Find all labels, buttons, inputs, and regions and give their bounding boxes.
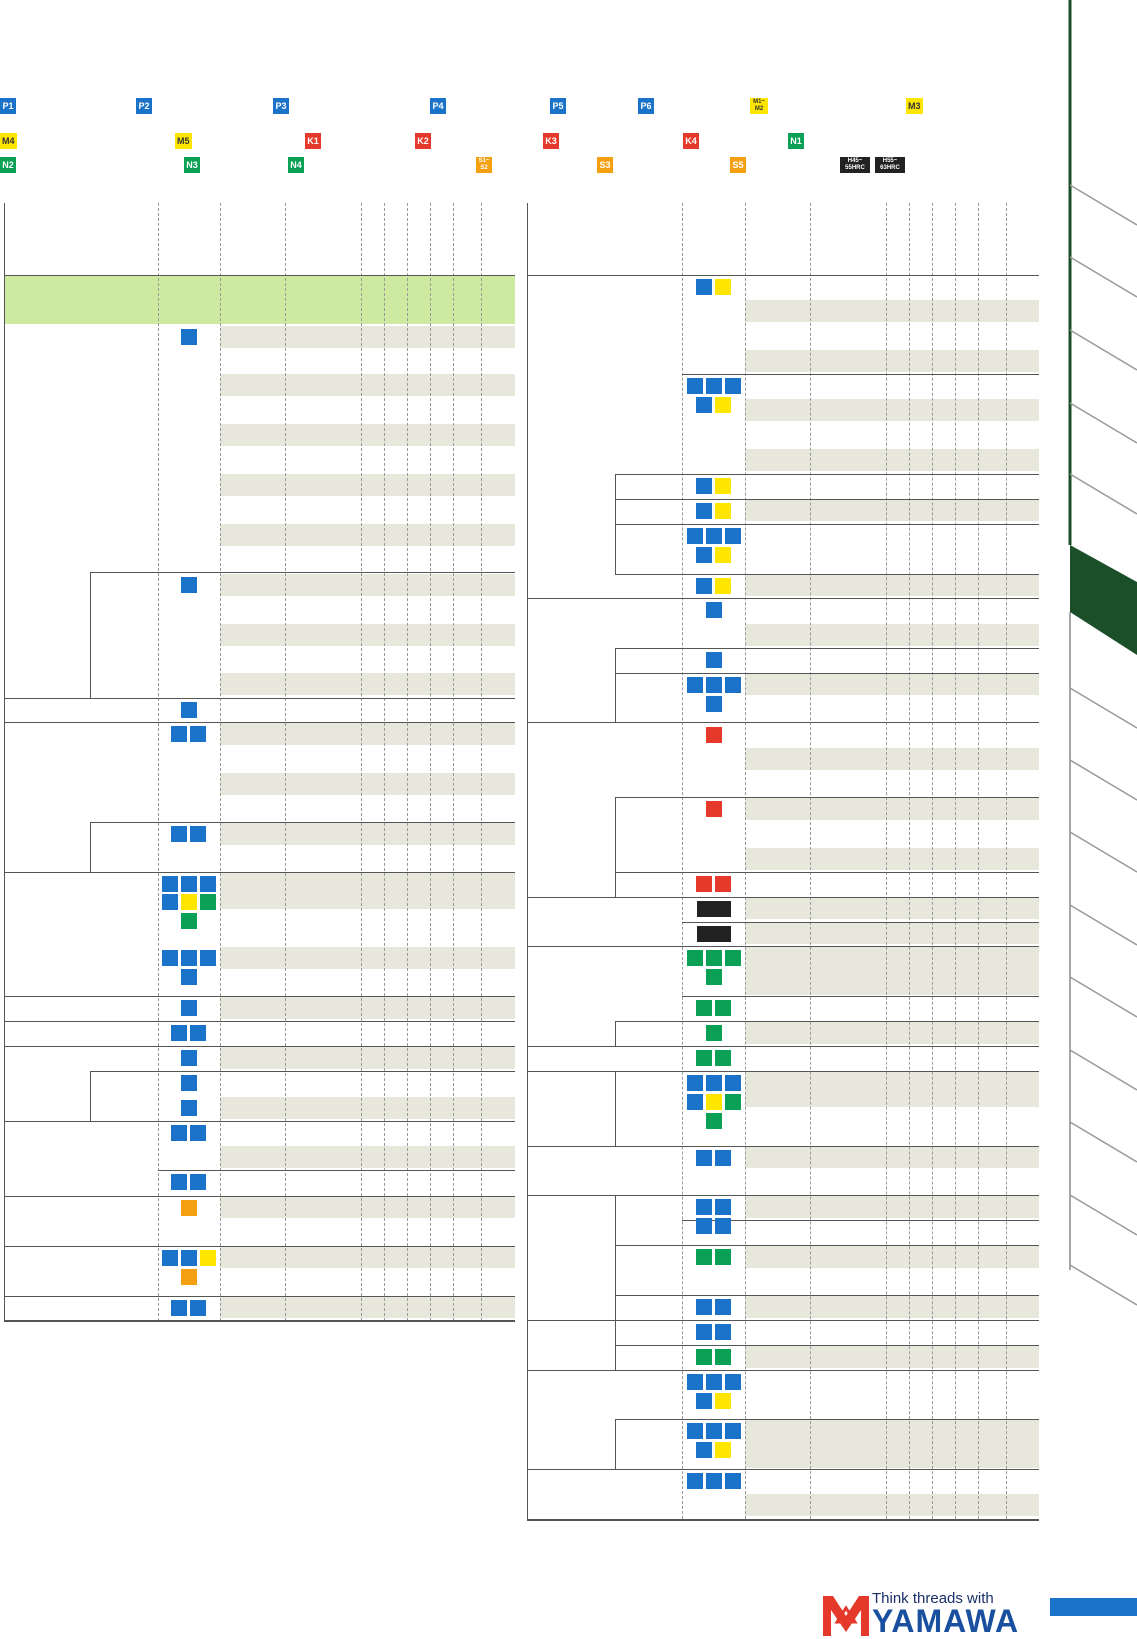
- badge-s1-s2: S1~ S2: [476, 157, 492, 173]
- brand-tagline: Think threads with: [872, 1590, 994, 1607]
- badge-p1: P1: [0, 98, 16, 114]
- badge-h45-55: H45~ 55HRC: [840, 157, 870, 173]
- badge-k3: K3: [543, 133, 559, 149]
- badge-k1: K1: [305, 133, 321, 149]
- badge-n2: N2: [0, 157, 16, 173]
- badge-s3: S3: [597, 157, 613, 173]
- badge-n4: N4: [288, 157, 304, 173]
- badge-p2: P2: [136, 98, 152, 114]
- highlight-band: [5, 276, 515, 324]
- badge-p3: P3: [273, 98, 289, 114]
- badge-p4: P4: [430, 98, 446, 114]
- badge-n3: N3: [184, 157, 200, 173]
- badge-m5: M5: [175, 133, 192, 149]
- badge-k2: K2: [415, 133, 431, 149]
- page-tab-bar: [1050, 1598, 1137, 1616]
- brand-name: YAMAWA: [872, 1603, 1020, 1639]
- badge-n1: N1: [788, 133, 804, 149]
- yamawa-logo-icon: [823, 1592, 869, 1636]
- badge-h55-63: H55~ 63HRC: [875, 157, 905, 173]
- badge-m4: M4: [0, 133, 17, 149]
- side-index-tabs: [1060, 0, 1137, 1320]
- badge-m1-m2: M1~ M2: [750, 98, 768, 114]
- badge-m3: M3: [906, 98, 923, 114]
- badge-p5: P5: [550, 98, 566, 114]
- badge-p6: P6: [638, 98, 654, 114]
- badge-k4: K4: [683, 133, 699, 149]
- badge-s5: S5: [730, 157, 746, 173]
